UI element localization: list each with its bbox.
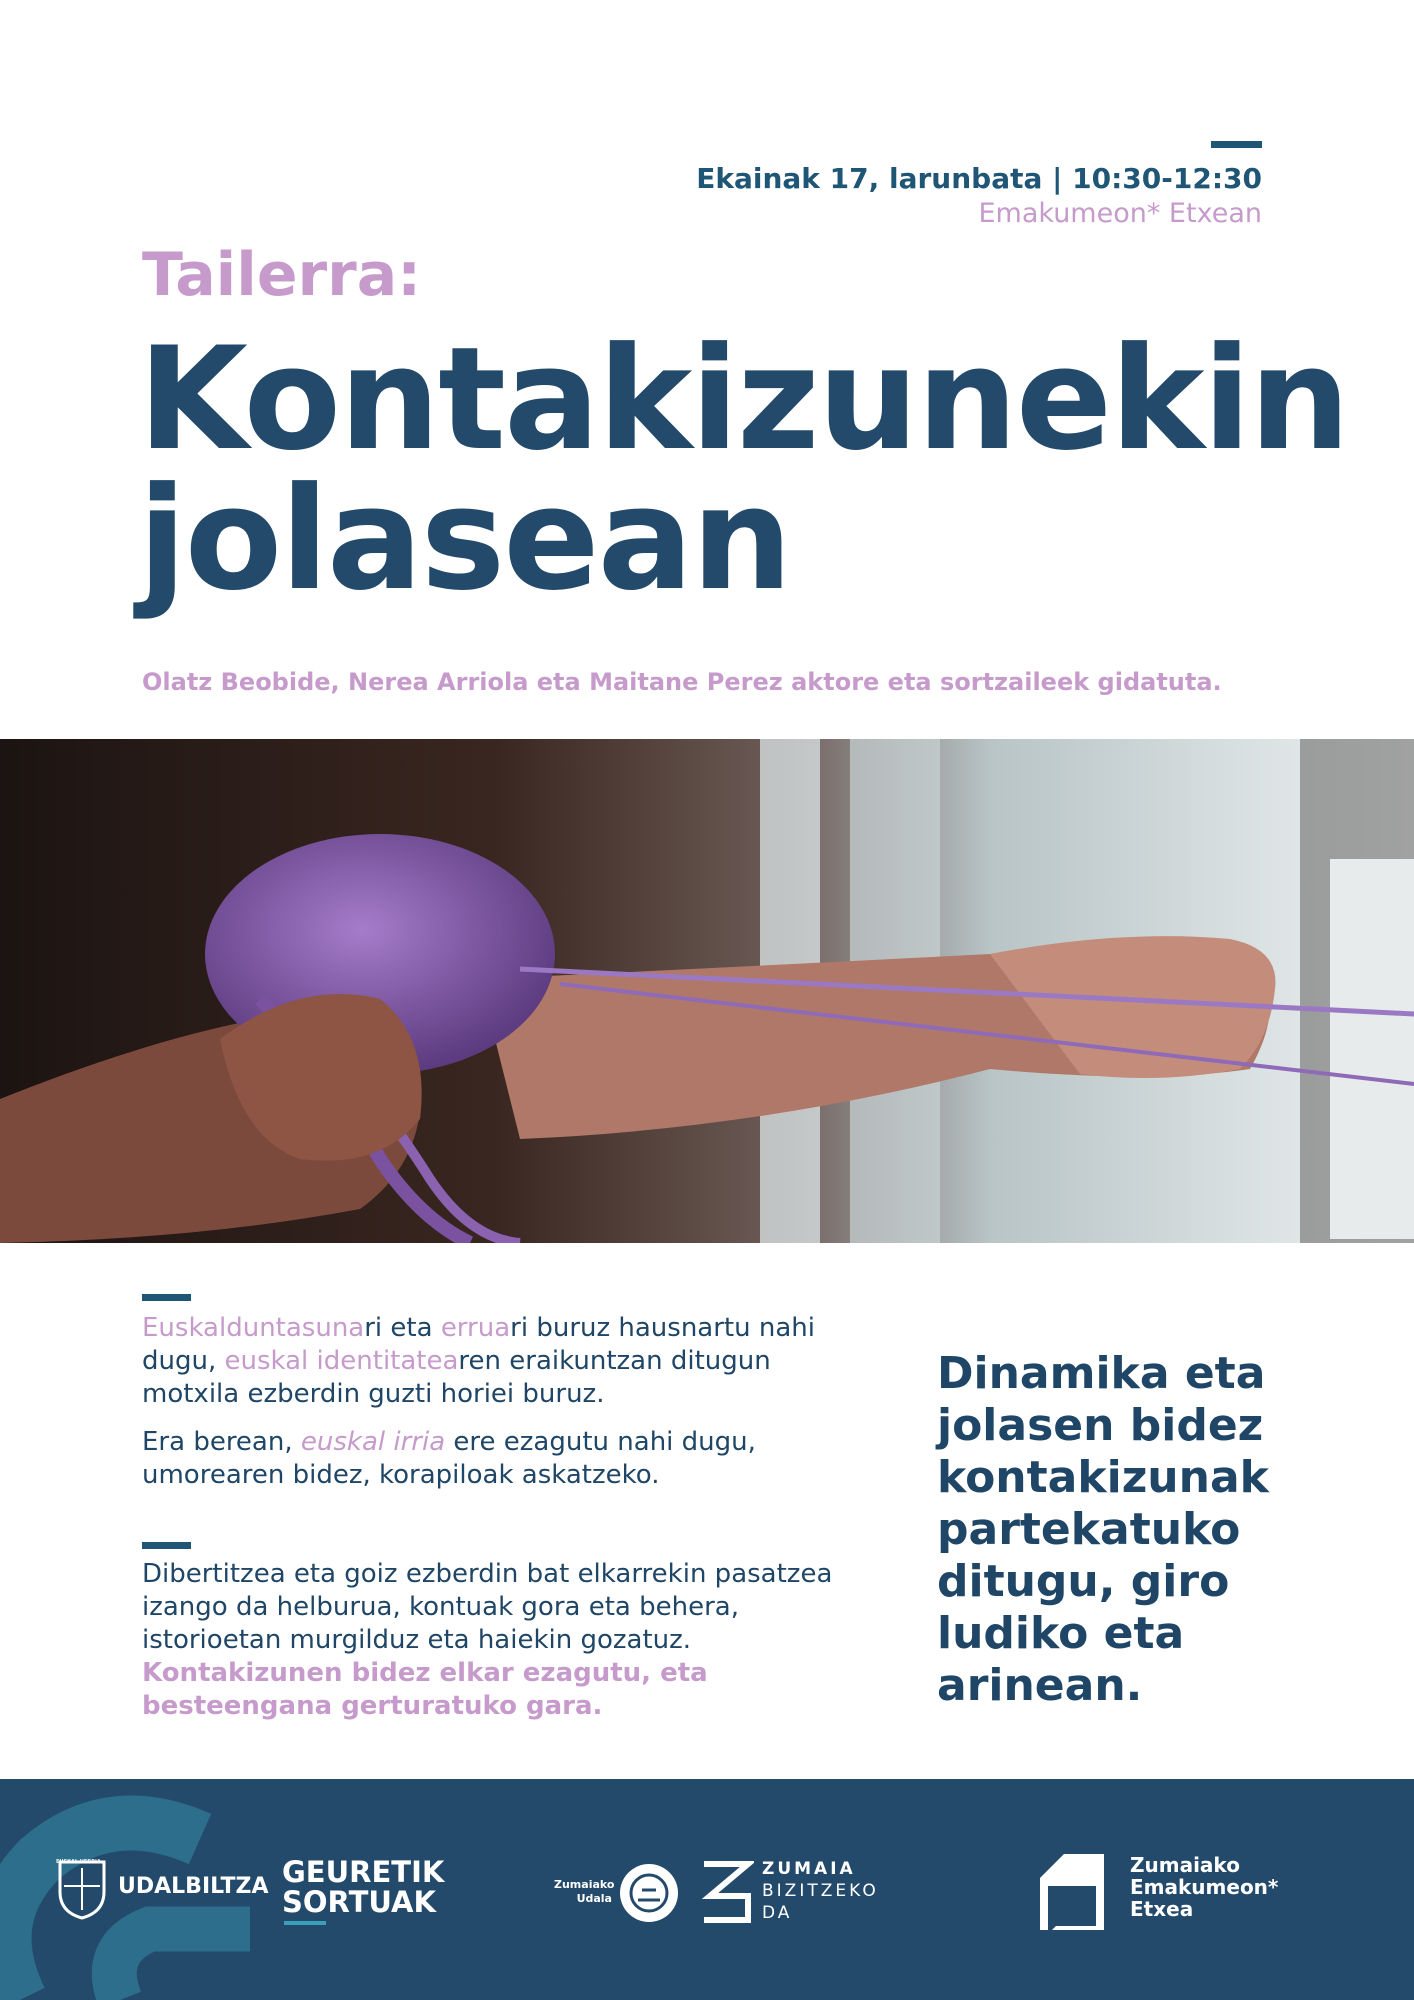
- zumaiako-udala-logo: [554, 1878, 615, 1906]
- zumaia-bizitzeko-logo: [762, 1858, 879, 1924]
- paragraph-humor: [142, 1426, 842, 1492]
- emakumeon-etxea-house-icon: [1034, 1848, 1120, 1934]
- emakumeon-etxea-logo: [1130, 1854, 1278, 1920]
- zumaia-line-2: BIZITZEKO: [762, 1881, 879, 1901]
- geuretik-line-2: SORTUAK: [282, 1885, 436, 1919]
- text-span: Era berean,: [142, 1427, 301, 1457]
- event-date-time: Ekainak 17, larunbata | 10:30-12:30: [696, 162, 1262, 195]
- title-line-2: jolasean: [138, 457, 791, 622]
- text-span: ren eraikuntzan ditugun motxila ezberdin guzti horiei buruz.: [142, 1346, 771, 1409]
- text-span: ri eta: [364, 1313, 441, 1343]
- geuretik-underline: [284, 1921, 326, 1925]
- zumaia-line-1: ZUMAIA: [762, 1859, 856, 1879]
- body-accent-bar-1: [142, 1294, 191, 1301]
- etxea-line-1: Zumaiako: [1130, 1853, 1240, 1877]
- subtitle: Olatz Beobide, Nerea Arriola eta Maitane Perez aktore eta sortzaileek gidatuta.: [142, 668, 1222, 696]
- highlight-euskal-irria: euskal irria: [300, 1427, 446, 1457]
- udalbiltza-logo: UDALBILTZA: [118, 1874, 269, 1899]
- paragraph-goal: [142, 1558, 842, 1723]
- highlight-errua: errua: [440, 1313, 511, 1343]
- geuretik-line-1: GEURETIK: [282, 1855, 445, 1889]
- etxea-line-2: Emakumeon*: [1130, 1875, 1279, 1899]
- side-callout: Dinamika eta jolasen bidez kontakizunak partekatuko ditugu, giro ludiko eta arinean.: [937, 1348, 1269, 1711]
- highlight-euskalduntasuna: Euskalduntasuna: [142, 1313, 365, 1343]
- footer: [0, 1779, 1414, 2000]
- text-span: ri buruz hausnartu nahi dugu,: [142, 1313, 815, 1376]
- highlight-closing: Kontakizunen bidez elkar ezagutu, eta besteengana gerturatuko gara.: [142, 1658, 708, 1721]
- page-title: [138, 317, 1349, 622]
- text-span: ere ezagutu nahi dugu, umorearen bidez, korapiloak askatzeko.: [142, 1427, 756, 1490]
- body-accent-bar-2: [142, 1542, 191, 1549]
- kicker-label: Tailerra:: [142, 240, 422, 310]
- zumaiako-udala-line-1: Zumaiako: [554, 1878, 615, 1891]
- title-line-1: Kontakizunekin: [138, 317, 1349, 482]
- zumaia-z-icon: [698, 1856, 754, 1928]
- highlight-euskal-identitatea: euskal identitatea: [224, 1346, 459, 1376]
- hero-photo: [0, 739, 1414, 1243]
- geuretik-sortuak-logo: [282, 1857, 444, 1917]
- zumaiako-udala-line-2: Udala: [576, 1892, 612, 1905]
- text-span: Dibertitzea eta goiz ezberdin bat elkarrekin pasatzea izango da helburua, kontuak gora eta behera, istorioetan murgilduz eta haiekin gozatuz.: [142, 1559, 833, 1655]
- zumaia-line-3: DA: [762, 1903, 793, 1923]
- event-place: Emakumeon* Etxean: [978, 198, 1262, 229]
- yarn-hands-image: [0, 739, 1414, 1243]
- euskal-herria-text: EUSKAL HERRIA: [56, 1859, 101, 1865]
- etxea-line-3: Etxea: [1130, 1897, 1194, 1921]
- euskal-herria-shield-icon: [56, 1858, 108, 1920]
- top-accent-bar: [1211, 141, 1262, 148]
- zumaia-seal-icon: [618, 1862, 680, 1924]
- paragraph-identity: [142, 1312, 842, 1411]
